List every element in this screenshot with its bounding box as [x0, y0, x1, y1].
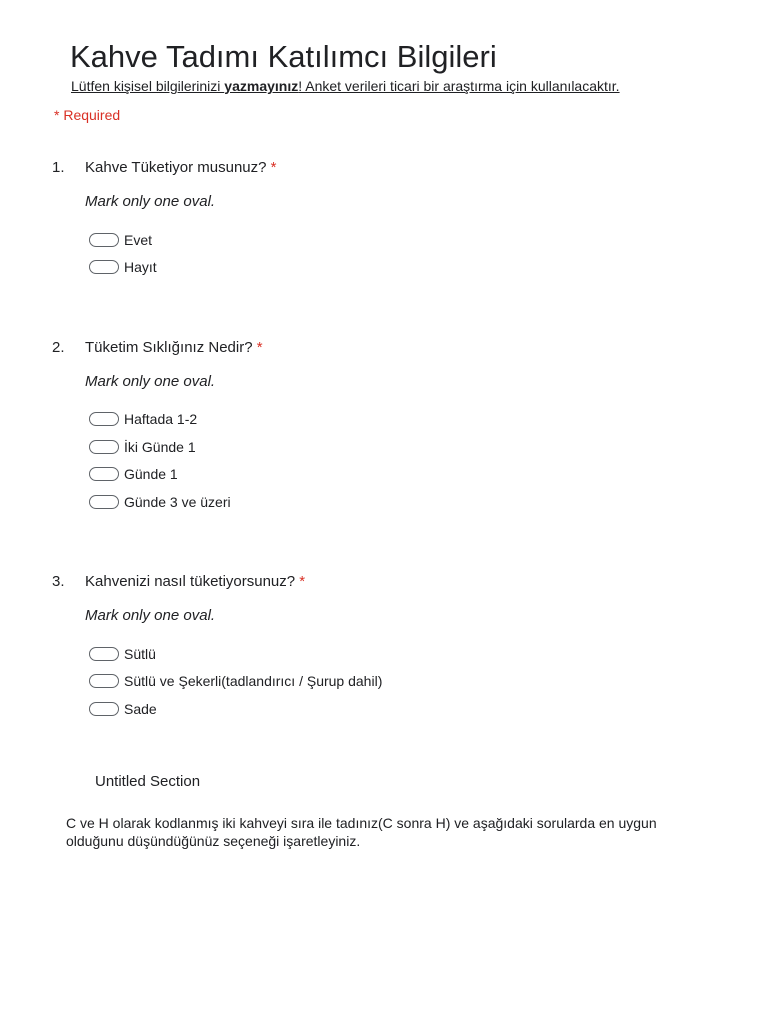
question-number: 2.	[52, 339, 65, 356]
option-label: Sütlü	[124, 646, 156, 662]
form-description-after: ! Anket verileri ticari bir araştırma için kullanılacaktır.	[298, 78, 620, 94]
question-hint: Mark only one oval.	[85, 193, 216, 210]
radio-oval[interactable]	[89, 702, 119, 716]
form-title: Kahve Tadımı Katılımcı Bilgileri	[70, 39, 497, 74]
option-gunde-3-ve-uzeri[interactable]	[89, 493, 231, 511]
option-label: Sade	[124, 701, 157, 717]
radio-oval[interactable]	[89, 260, 119, 274]
option-sade[interactable]	[89, 700, 157, 718]
option-label: Sütlü ve Şekerli(tadlandırıcı / Şurup dahil)	[124, 673, 383, 689]
option-label: İki Günde 1	[124, 439, 196, 455]
option-sutlu-ve-sekerli[interactable]	[89, 672, 382, 690]
section-title: Untitled Section	[95, 773, 201, 790]
required-asterisk: *	[299, 573, 306, 590]
radio-oval[interactable]	[89, 674, 119, 688]
option-label: Günde 1	[124, 466, 178, 482]
option-sutlu[interactable]	[89, 645, 156, 663]
radio-oval[interactable]	[89, 233, 119, 247]
question-title	[85, 572, 305, 592]
question-title-text: Kahve Tüketiyor musunuz?	[85, 159, 267, 176]
option-gunde-1[interactable]	[89, 465, 178, 483]
option-label: Haftada 1-2	[124, 411, 198, 427]
option-hayit[interactable]	[89, 258, 157, 276]
question-title	[85, 158, 277, 178]
question-title-text: Tüketim Sıklığınız Nedir?	[85, 339, 253, 356]
option-haftada-1-2[interactable]	[89, 410, 197, 428]
form-description	[71, 77, 620, 95]
question-hint: Mark only one oval.	[85, 607, 216, 624]
option-label: Hayıt	[124, 259, 157, 275]
radio-oval[interactable]	[89, 647, 119, 661]
form-description-before: Lütfen kişisel bilgilerinizi	[71, 78, 225, 94]
required-asterisk: *	[256, 339, 263, 356]
question-hint: Mark only one oval.	[85, 373, 216, 390]
question-title	[85, 338, 263, 358]
question-number: 1.	[52, 159, 65, 176]
option-label: Evet	[124, 232, 153, 248]
required-asterisk: *	[270, 159, 277, 176]
option-iki-gunde-1[interactable]	[89, 438, 196, 456]
radio-oval[interactable]	[89, 440, 119, 454]
option-evet[interactable]	[89, 231, 152, 249]
radio-oval[interactable]	[89, 495, 119, 509]
radio-oval[interactable]	[89, 467, 119, 481]
form-description-underlined	[71, 78, 620, 94]
section-description: C ve H olarak kodlanmış iki kahveyi sıra ile tadınız(C sonra H) ve aşağıdaki sorularda en uygun olduğunu düşündüğünüz seçeneği işaretleyiniz.	[66, 815, 657, 849]
option-label: Günde 3 ve üzeri	[124, 494, 231, 510]
required-note: * Required	[54, 107, 121, 123]
radio-oval[interactable]	[89, 412, 119, 426]
form-description-bold: yazmayınız	[224, 78, 299, 94]
question-number: 3.	[52, 573, 65, 590]
question-title-text: Kahvenizi nasıl tüketiyorsunuz?	[85, 573, 296, 590]
